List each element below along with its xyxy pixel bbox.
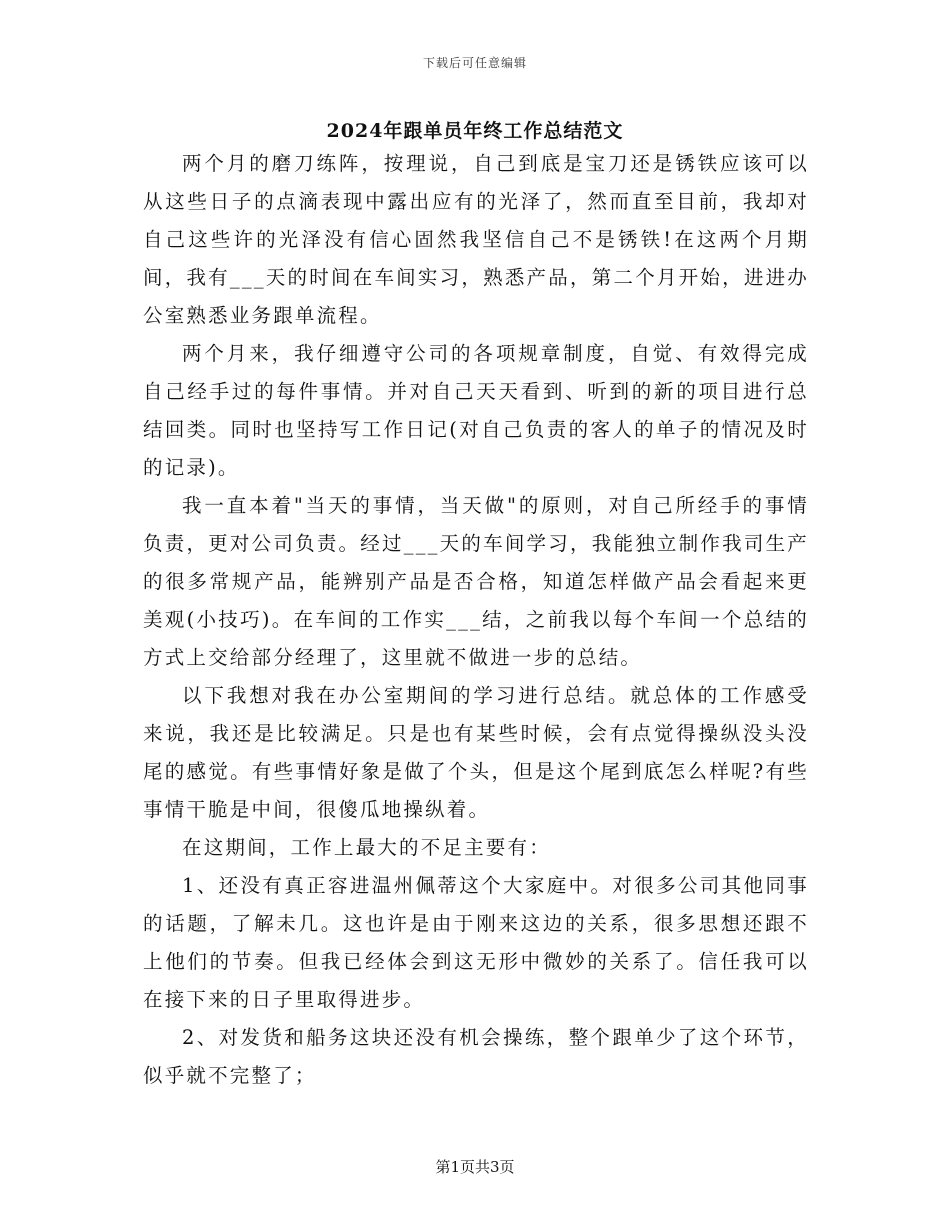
paragraph: 两个月的磨刀练阵，按理说，自己到底是宝刀还是锈铁应该可以从这些日子的点滴表现中露出应有的光泽了，然而直至目前，我却对自己这些许的光泽没有信心固然我坚信自己不是锈铁!在这两个月期间，我有___天的时间在车间实习，熟悉产品，第二个月开始，进进办公室熟悉业务跟单流程。	[143, 152, 809, 327]
paragraph: 在这期间，工作上最大的不足主要有：	[182, 836, 551, 859]
paragraph: 我一直本着"当天的事情，当天做"的原则，对自己所经手的事情负责，更对公司负责。经过___天的车间学习，我能独立制作我司生产的很多常规产品，能辨别产品是否合格，知道怎样做产品会看起来更美观(小技巧)。在车间的工作实___结，之前我以每个车间一个总结的方式上交给部分经理了，这里就不做进一步的总结。	[143, 494, 809, 669]
paragraph: 以下我想对我在办公室期间的学习进行总结。就总体的工作感受来说，我还是比较满足。只是也有某些时候，会有点觉得操纵没头没尾的感觉。有些事情好象是做了个头，但是这个尾到底怎么样呢?有些事情干脆是中间，很傻瓜地操纵着。	[143, 684, 809, 821]
document-body	[143, 145, 809, 1095]
paragraph: 1、还没有真正容进温州佩蒂这个大家庭中。对很多公司其他同事的话题，了解未几。这也许是由于刚来这边的关系，很多思想还跟不上他们的节奏。但我已经体会到这无形中微妙的关系了。信任我可以在接下来的日子里取得进步。	[143, 874, 809, 1011]
header-note: 下载后可任意编辑	[422, 56, 527, 70]
paragraph: 2、对发货和船务这块还没有机会操练，整个跟单少了这个环节，似乎就不完整了；	[143, 1026, 809, 1087]
page-number: 第1页共3页	[435, 1158, 515, 1176]
document-title: 2024年跟单员年终工作总结范文	[326, 120, 624, 142]
paragraph: 两个月来，我仔细遵守公司的各项规章制度，自觉、有效得完成自己经手过的每件事情。并对自己天天看到、听到的新的项目进行总结回类。同时也坚持写工作日记(对自己负责的客人的单子的情况及时的记录)。	[143, 342, 809, 479]
